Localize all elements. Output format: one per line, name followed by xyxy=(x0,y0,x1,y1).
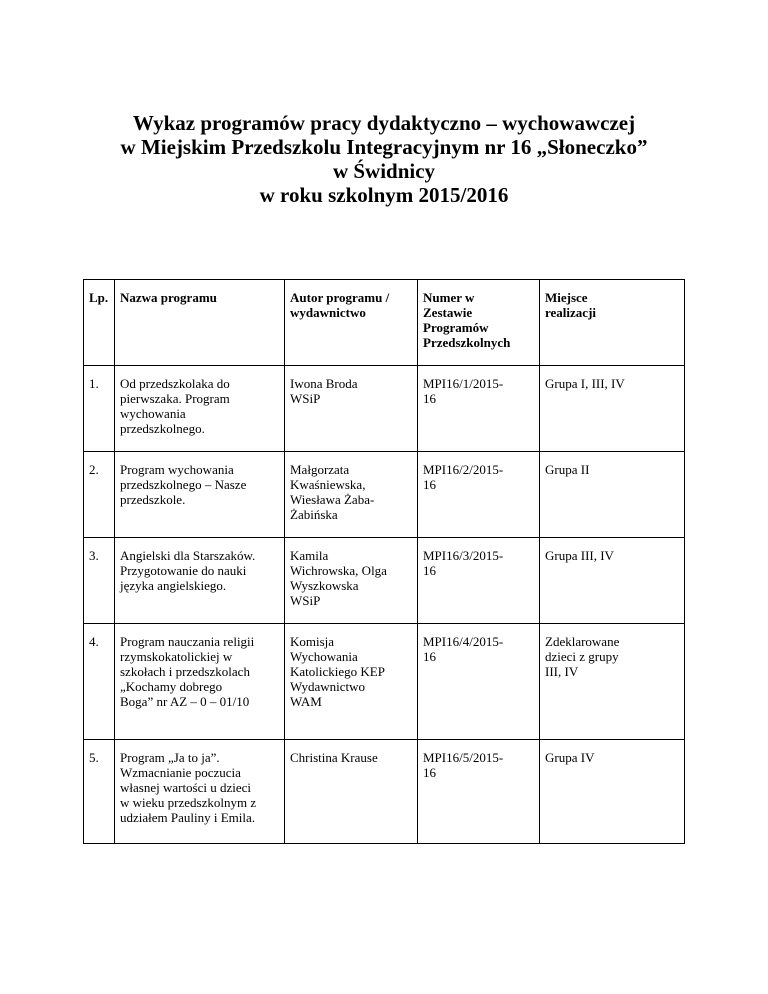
cell-program-number: MPI16/4/2015- 16 xyxy=(418,624,540,740)
cell-lp: 4. xyxy=(84,624,115,740)
cell-lp: 5. xyxy=(84,740,115,844)
cell-lp: 3. xyxy=(84,538,115,624)
cell-program-name: Program nauczania religii rzymskokatolickiej w szkołach i przedszkolach „Kochamy dobrego Boga” nr AZ – 0 – 01/10 xyxy=(115,624,285,740)
header-lp: Lp. xyxy=(84,280,115,366)
cell-author: Komisja Wychowania Katolickiego KEP Wydawnictwo WAM xyxy=(285,624,418,740)
cell-place: Grupa IV xyxy=(540,740,685,844)
cell-lp: 2. xyxy=(84,452,115,538)
header-program-number: Numer w Zestawie Programów Przedszkolnych xyxy=(418,280,540,366)
title-line: w Miejskim Przedszkolu Integracyjnym nr 16 „Słoneczko” xyxy=(120,135,648,159)
cell-program-number: MPI16/2/2015- 16 xyxy=(418,452,540,538)
title-line: w roku szkolnym 2015/2016 xyxy=(259,183,509,207)
cell-program-number: MPI16/3/2015- 16 xyxy=(418,538,540,624)
cell-program-name: Program „Ja to ja”. Wzmacnianie poczucia własnej wartości u dzieci w wieku przedszkolnym z udziałem Pauliny i Emila. xyxy=(115,740,285,844)
cell-author: Małgorzata Kwaśniewska, Wiesława Żaba- Żabińska xyxy=(285,452,418,538)
table-header-row xyxy=(84,280,685,366)
cell-program-number: MPI16/5/2015- 16 xyxy=(418,740,540,844)
cell-program-number: MPI16/1/2015- 16 xyxy=(418,366,540,452)
cell-place: Grupa I, III, IV xyxy=(540,366,685,452)
table-row xyxy=(84,366,685,452)
table-row xyxy=(84,740,685,844)
cell-program-name: Od przedszkolaka do pierwszaka. Program wychowania przedszkolnego. xyxy=(115,366,285,452)
cell-author: Kamila Wichrowska, Olga Wyszkowska WSiP xyxy=(285,538,418,624)
programs-table xyxy=(83,279,685,844)
table-row xyxy=(84,624,685,740)
cell-place: Grupa II xyxy=(540,452,685,538)
cell-lp: 1. xyxy=(84,366,115,452)
header-author: Autor programu / wydawnictwo xyxy=(285,280,418,366)
cell-author: Christina Krause xyxy=(285,740,418,844)
cell-program-name: Angielski dla Starszaków. Przygotowanie do nauki języka angielskiego. xyxy=(115,538,285,624)
cell-place: Zdeklarowane dzieci z grupy III, IV xyxy=(540,624,685,740)
cell-program-name: Program wychowania przedszkolnego – Nasze przedszkole. xyxy=(115,452,285,538)
cell-place: Grupa III, IV xyxy=(540,538,685,624)
header-program-name: Nazwa programu xyxy=(115,280,285,366)
title-line: Wykaz programów pracy dydaktyczno – wychowawczej xyxy=(132,111,636,135)
document-title xyxy=(0,111,768,207)
header-place: Miejsce realizacji xyxy=(540,280,685,366)
title-line: w Świdnicy xyxy=(332,159,436,183)
cell-author: Iwona Broda WSiP xyxy=(285,366,418,452)
table-row xyxy=(84,538,685,624)
table-row xyxy=(84,452,685,538)
